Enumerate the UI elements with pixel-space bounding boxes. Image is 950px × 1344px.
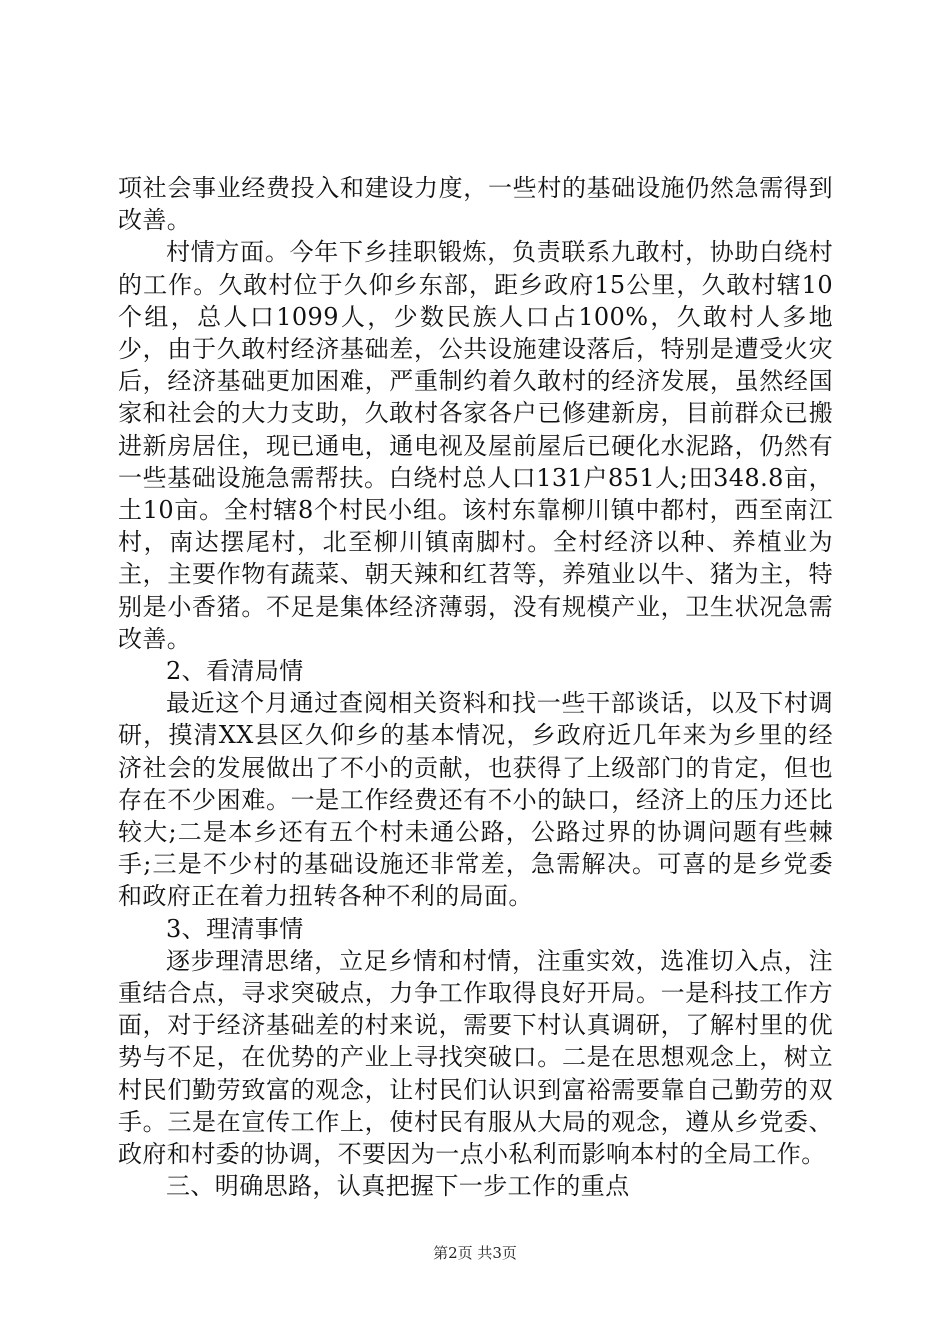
section-heading-2: 2、看清局情 [166, 657, 304, 686]
section-heading-part-3: 三、明确思路，认真把握下一步工作的重点 [166, 1172, 630, 1201]
paragraph-work-approach: 逐步理清思绪，立足乡情和村情，注重实效，选准切入点，注重结合点，寻求突破点，力争工作取得良好开局。一是科技工作方面，对于经济基础差的村来说，需要下村认真调研，了解村里的优势与不足，在优势的产业上寻找突破口。二是在思想观念上，树立村民们勤劳致富的观念，让村民们认识到富裕需要靠自己勤劳的双手。三是在宣传工作上，使村民有服从大局的观念，遵从乡党委、政府和村委的协调，不要因为一点小私利而影响本村的全局工作。 [118, 946, 833, 1169]
paragraph-continuation: 项社会事业经费投入和建设力度，一些村的基础设施仍然急需得到改善。 [118, 174, 833, 235]
document-body [118, 172, 833, 1203]
paragraph-village-situation: 村情方面。今年下乡挂职锻炼，负责联系九敢村，协助白绕村的工作。久敢村位于久仰乡东部，距乡政府15公里，久敢村辖10个组，总人口1099人，少数民族人口占100%，久敢村人多地少，由于久敢村经济基础差，公共设施建设落后，特别是遭受火灾后，经济基础更加困难，严重制约着久敢村的经济发展，虽然经国家和社会的大力支助，久敢村各家各户已修建新房，目前群众已搬进新房居住，现已通电，通电视及屋前屋后已硬化水泥路，仍然有一些基础设施急需帮扶。白绕村总人口131户851人;田348.8亩，土10亩。全村辖8个村民小组。该村东靠柳川镇中都村，西至南江村，南达摆尾村，北至柳川镇南脚村。全村经济以种、养植业为主，主要作物有蔬菜、朝天辣和红苕等，养殖业以牛、猪为主，特别是小香猪。不足是集体经济薄弱，没有规模产业，卫生状况急需改善。 [118, 238, 833, 653]
paragraph-township-situation: 最近这个月通过查阅相关资料和找一些干部谈话，以及下村调研，摸清XX县区久仰乡的基本情况，乡政府近几年来为乡里的经济社会的发展做出了不小的贡献，也获得了上级部门的肯定，但也存在不少困难。一是工作经费还有不小的缺口，经济上的压力还比较大;二是本乡还有五个村未通公路，公路过界的协调问题有些棘手;三是不少村的基础设施还非常差，急需解决。可喜的是乡党委和政府正在着力扭转各种不利的局面。 [118, 689, 833, 911]
section-heading-3: 3、理清事情 [166, 914, 304, 943]
page-number-footer: 第2页 共3页 [433, 1244, 517, 1262]
